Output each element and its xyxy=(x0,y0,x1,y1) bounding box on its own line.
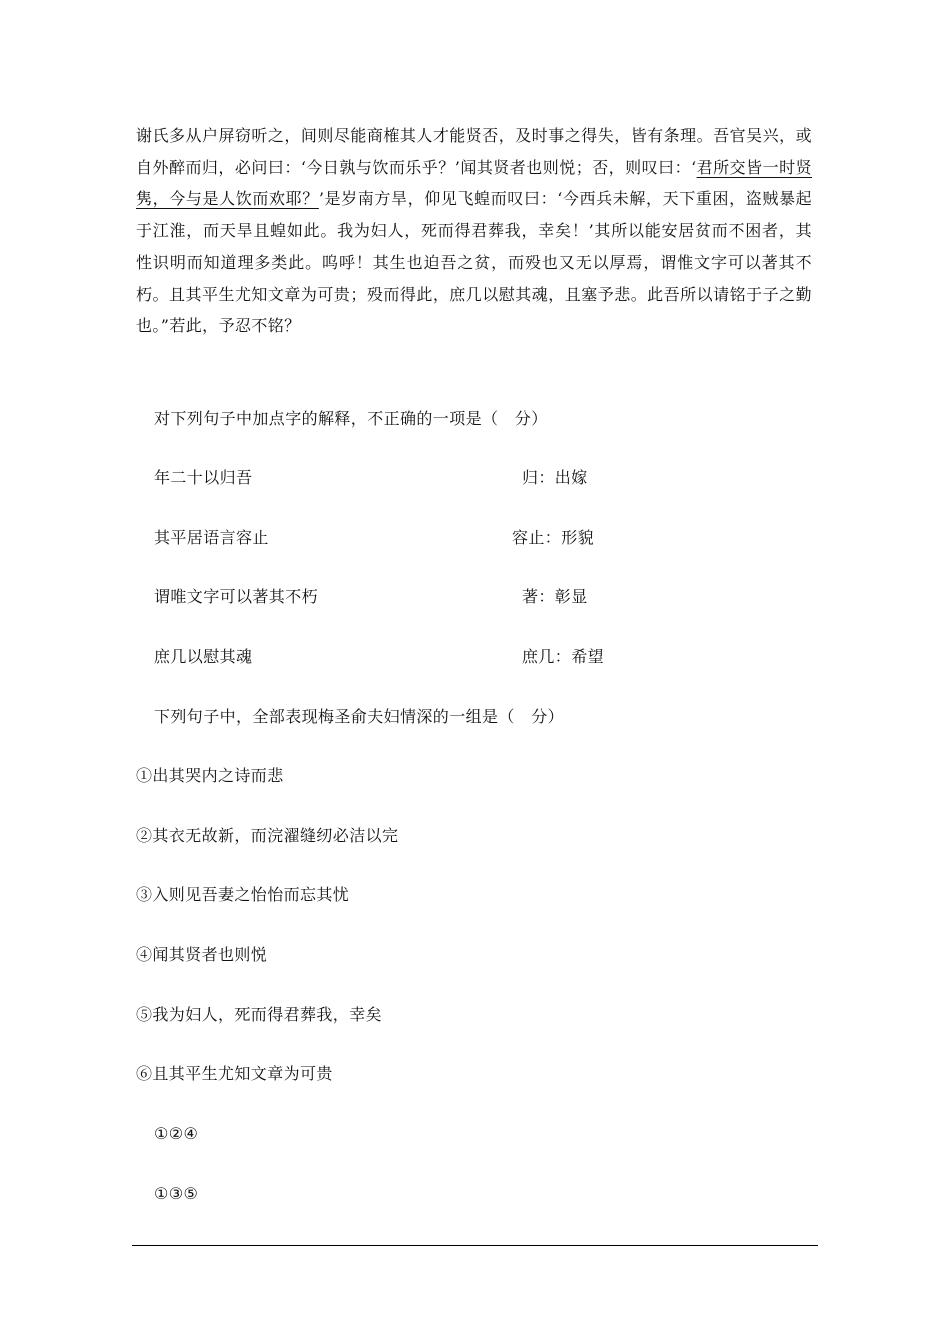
question2-item-2: ②其衣无故新，而浣濯缝纫必洁以完 xyxy=(136,826,399,845)
question1-option-d-gloss: 庶几：希望 xyxy=(522,647,605,666)
question2-choice-b: ①③⑤ xyxy=(154,1184,199,1203)
question1-stem: 对下列句子中加点字的解释，不正确的一项是（ 分） xyxy=(154,409,548,428)
question1-option-c-sentence: 谓唯文字可以著其不朽 xyxy=(154,587,319,606)
question1-option-a-gloss: 归：出嫁 xyxy=(522,468,588,487)
question2-item-1: ①出其哭内之诗而悲 xyxy=(136,766,284,785)
question2-item-6: ⑥且其平生尤知文章为可贵 xyxy=(136,1064,333,1083)
question1-option-a-sentence: 年二十以归吾 xyxy=(154,468,253,487)
question1-option-b-sentence: 其平居语言容止 xyxy=(154,528,269,547)
question2-item-4: ④闻其贤者也则悦 xyxy=(136,945,268,964)
footer-divider xyxy=(132,1245,818,1246)
passage-text-after: ’是岁南方旱，仰见飞蝗而叹曰：‘今西兵未解，天下重困，盗贼暴起于江淮，而天旱且蝗如此。我为妇人，死而得君葬我，幸矣！’其所以能安居贫而不困者，其性识明而知道理多类此。呜呼！其生也迫吾之贫，而殁也又无以厚焉，谓惟文字可以著其不朽。且其平生尤知文章为可贵；殁而得此，庶几以慰其魂，且塞予悲。此吾所以请铭于子之勤也。”若此，予忍不铭？ xyxy=(136,189,812,336)
question2-item-3: ③入则见吾妻之怡怡而忘其忧 xyxy=(136,885,350,904)
question1-option-d-sentence: 庶几以慰其魂 xyxy=(154,647,253,666)
passage-underlined-text: 君所交皆一时贤隽，今与是人饮而欢耶？ xyxy=(136,157,812,209)
passage-paragraph xyxy=(136,120,812,342)
question1-option-b-gloss: 容止：形貌 xyxy=(512,528,595,547)
question2-choice-a: ①②④ xyxy=(154,1124,199,1143)
question2-stem: 下列句子中，全部表现梅圣俞夫妇情深的一组是（ 分） xyxy=(154,707,565,726)
passage-text-before: 谢氏多从户屏窃听之，间则尽能商榷其人才能贤否，及时事之得失，皆有条理。吾官吴兴，或自外醉而归，必问曰：‘今日孰与饮而乐乎？’闻其贤者也则悦；否，则叹曰：‘ xyxy=(136,126,812,177)
question1-option-c-gloss: 著：彰显 xyxy=(522,587,588,606)
question2-item-5: ⑤我为妇人，死而得君葬我，幸矣 xyxy=(136,1005,383,1024)
